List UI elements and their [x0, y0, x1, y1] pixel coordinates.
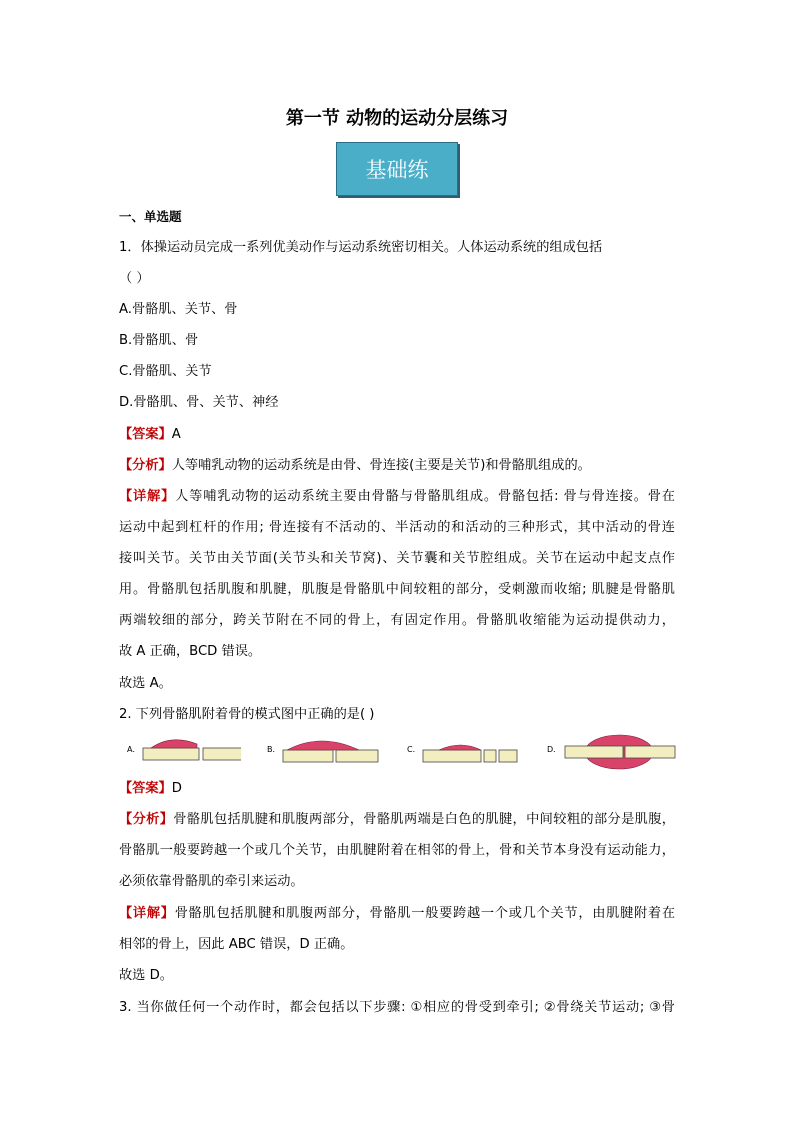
analysis-tag: 【分析】 — [119, 812, 174, 827]
q1-option-a: A.骨骼肌、关节、骨 — [119, 302, 238, 317]
q2-detail-line — [119, 904, 675, 924]
q1-option-c: C.骨骼肌、关节 — [119, 364, 212, 379]
answer-tag: 【答案】 — [119, 427, 172, 442]
figure-label-d: D． — [547, 745, 562, 754]
detail-tag: 【详解】 — [119, 489, 176, 504]
answer-value: D — [171, 781, 182, 796]
q1-detail-line: 运动中起到杠杆的作用; 骨连接有不活动的、半活动的和活动的三种形式，其中活动的骨连 — [119, 520, 675, 535]
q1-detail-line: 故 A 正确，BCD 错误。 — [119, 644, 262, 659]
figure-label-c: C． — [407, 745, 421, 754]
muscle-bone-figures — [119, 732, 679, 772]
q2-analysis-line: 骨骼肌一般要跨越一个或几个关节，由肌腱附着在相邻的骨上，骨和关节本身没有运动能力， — [119, 843, 675, 858]
q1-detail-line — [119, 487, 675, 507]
q1-stem: 1．体操运动员完成一系列优美动作与运动系统密切相关。人体运动系统的组成包括 — [119, 240, 603, 255]
detail-text: 骨骼肌包括肌腱和肌腹两部分，骨骼肌一般要跨越一个或几个关节，由肌腱附着在 — [174, 906, 676, 921]
q2-conclusion: 故选 D。 — [119, 968, 173, 983]
q1-conclusion: 故选 A。 — [119, 676, 172, 691]
q1-answer — [119, 425, 181, 445]
q1-analysis — [119, 456, 591, 476]
figure-label-a: A． — [127, 745, 141, 754]
q2-answer — [119, 779, 182, 799]
analysis-text: 人等哺乳动物的运动系统是由骨、骨连接(主要是关节)和骨骼肌组成的。 — [171, 458, 591, 473]
q2-analysis-line: 必须依靠骨骼肌的牵引来运动。 — [119, 874, 304, 889]
answer-tag: 【答案】 — [119, 781, 172, 796]
q1-paren: （ ） — [119, 271, 150, 286]
answer-value: A — [171, 427, 181, 442]
page-title: 第一节 动物的运动分层练习 — [285, 108, 509, 129]
level-badge: 基础练 — [336, 142, 458, 196]
q1-option-b: B.骨骼肌、骨 — [119, 333, 199, 348]
figure-a — [141, 736, 241, 768]
q2-stem: 2. 下列骨骼肌附着骨的模式图中正确的是( ) — [119, 707, 375, 722]
q2-detail-line: 相邻的骨上，因此 ABC 错误，D 正确。 — [119, 937, 354, 952]
figure-d — [563, 732, 679, 772]
section-heading: 一、单选题 — [119, 209, 182, 224]
figure-c — [421, 736, 521, 768]
q3-stem: 3. 当你做任何一个动作时，都会包括以下步骤: ①相应的骨受到牵引; ②骨绕关节运动; ③骨 — [119, 1000, 675, 1015]
detail-text: 人等哺乳动物的运动系统主要由骨骼与骨骼肌组成。骨骼包括: 骨与骨连接。骨在 — [175, 489, 675, 504]
detail-tag: 【详解】 — [119, 906, 175, 921]
analysis-text: 骨骼肌包括肌腱和肌腹两部分，骨骼肌两端是白色的肌腱，中间较粗的部分是肌腹， — [173, 812, 675, 827]
figure-b — [281, 736, 381, 768]
analysis-tag: 【分析】 — [119, 458, 172, 473]
q2-analysis-line — [119, 810, 675, 830]
q1-detail-line: 用。骨骼肌包括肌腹和肌腱，肌腹是骨骼肌中间较粗的部分，受刺激而收缩; 肌腱是骨骼肌 — [119, 582, 675, 597]
q1-detail-line: 接叫关节。关节由关节面(关节头和关节窝)、关节囊和关节腔组成。关节在运动中起支点作 — [119, 551, 675, 566]
figure-label-b: B． — [267, 745, 281, 754]
q1-detail-line: 两端较细的部分，跨关节附在不同的骨上，有固定作用。骨骼肌收缩能为运动提供动力， — [119, 613, 675, 628]
q1-option-d: D.骨骼肌、骨、关节、神经 — [119, 395, 279, 410]
